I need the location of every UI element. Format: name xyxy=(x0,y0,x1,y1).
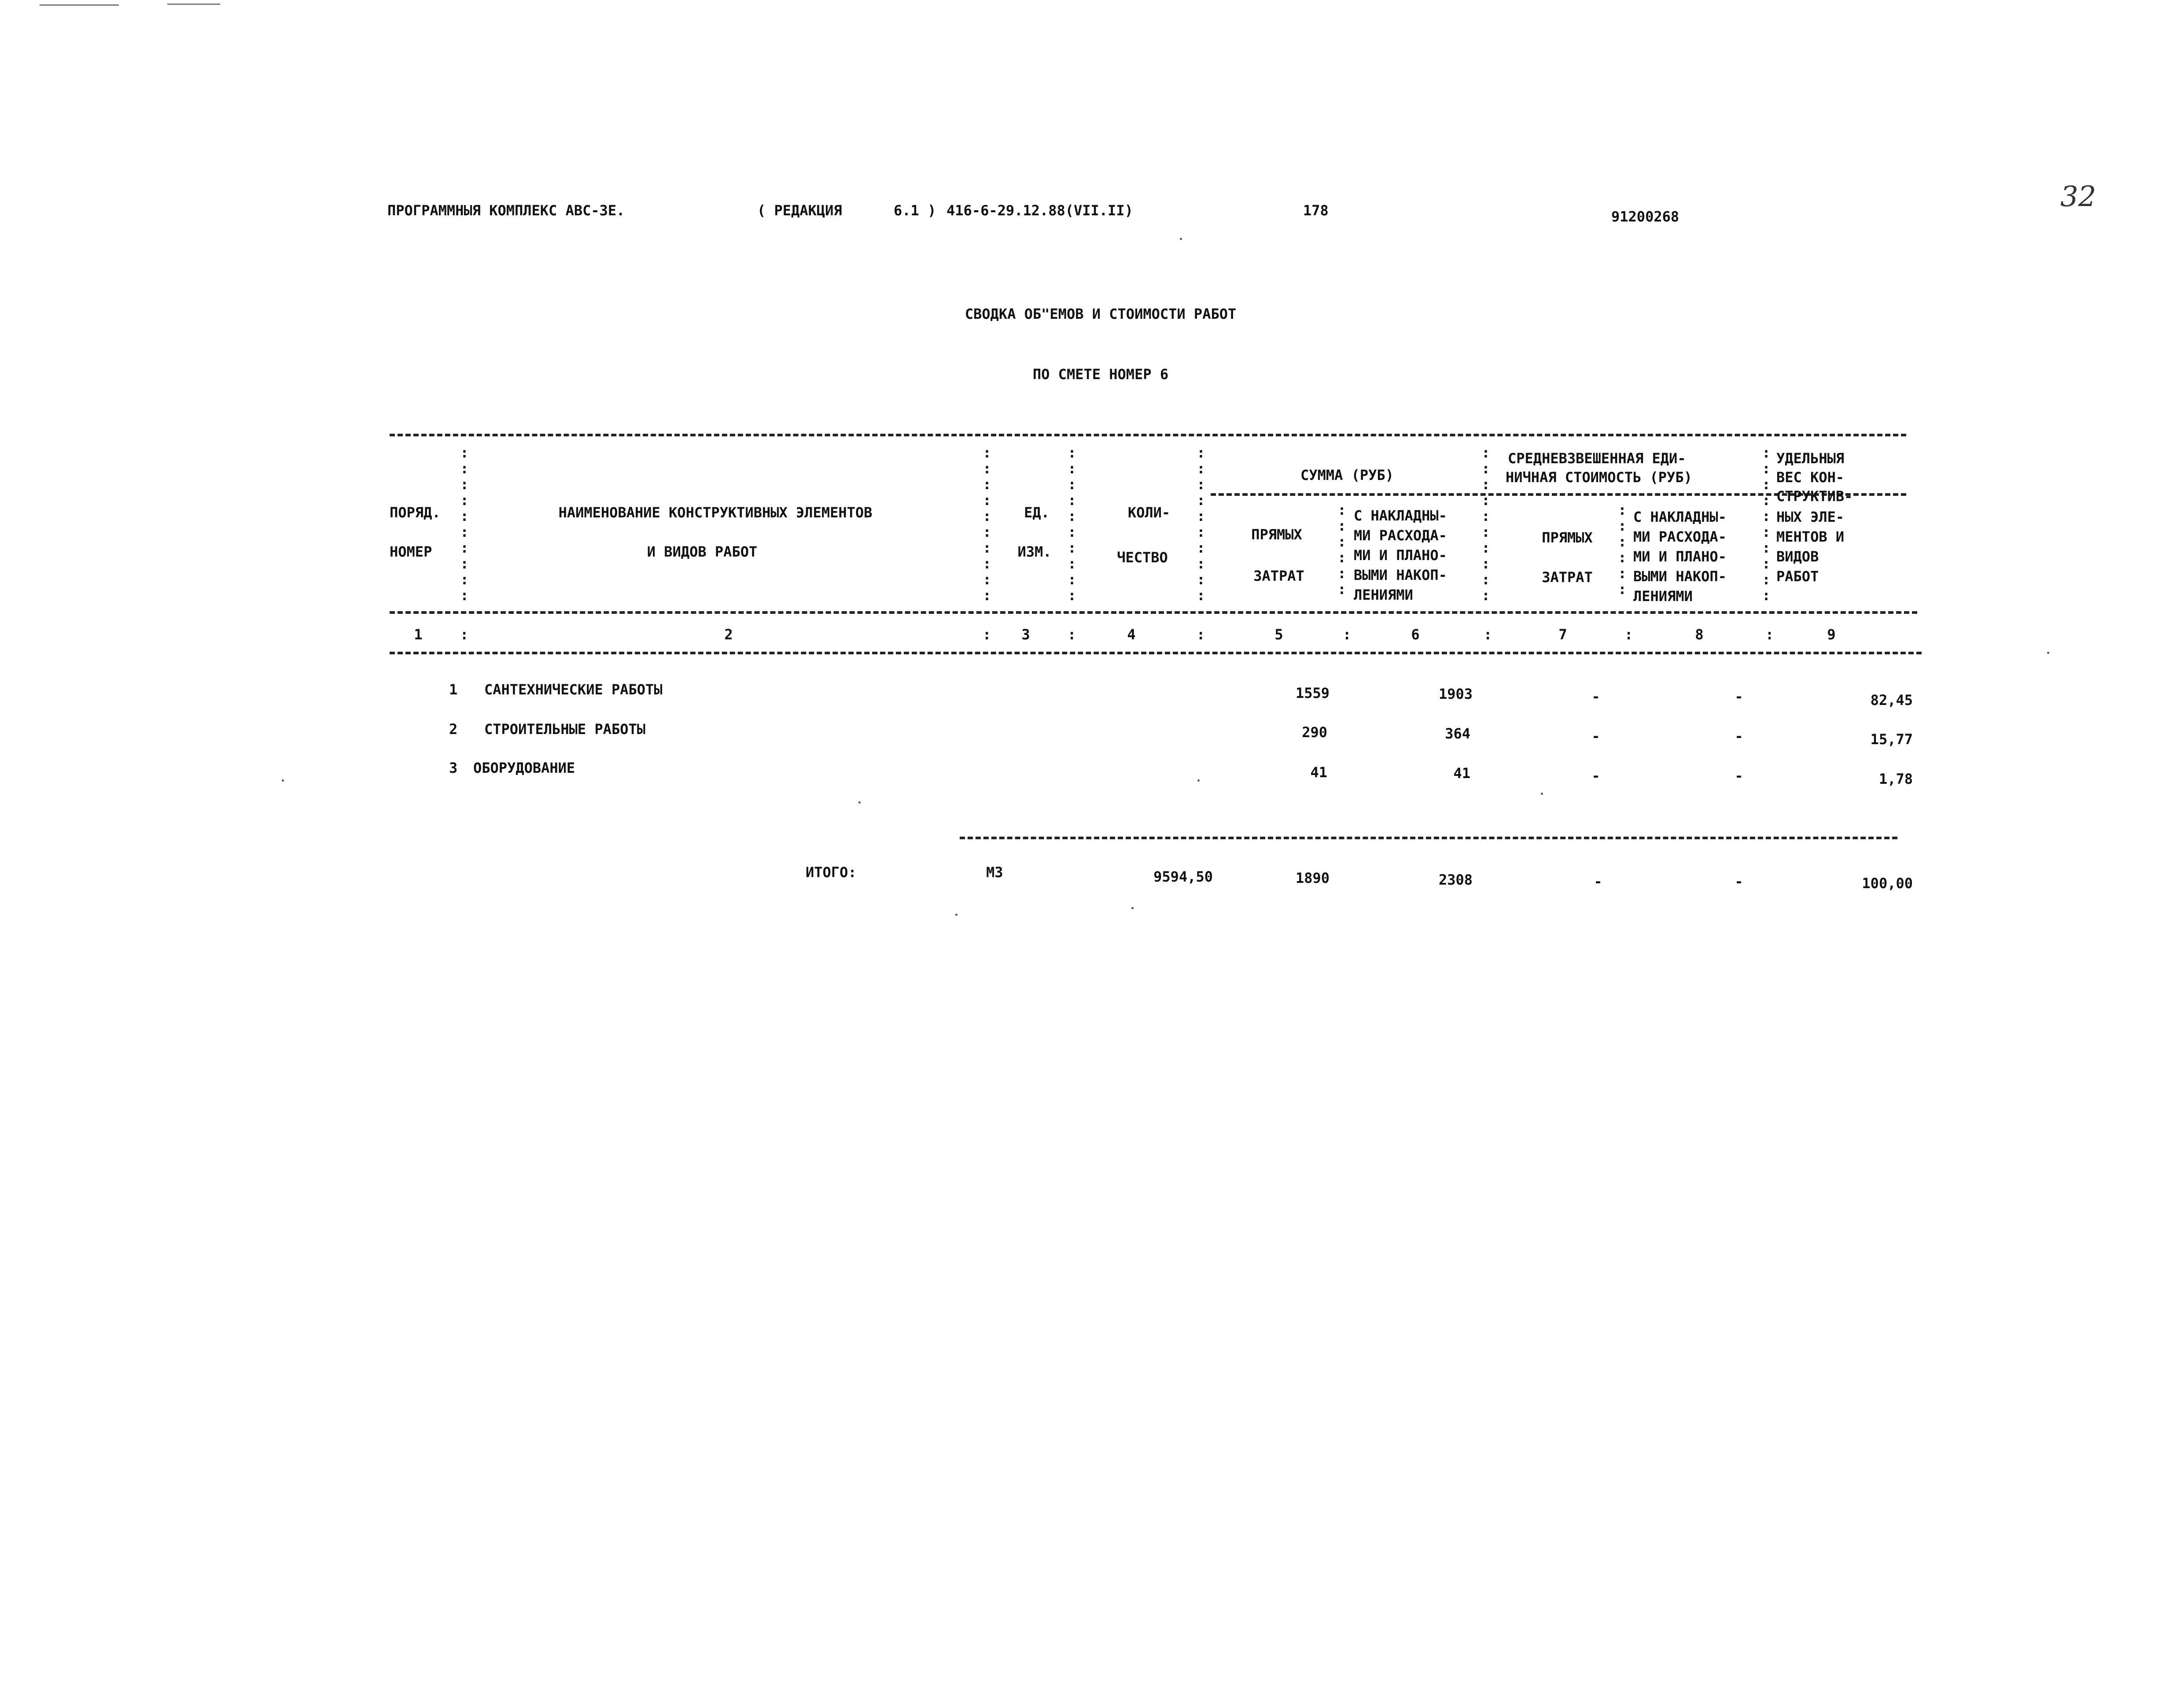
row-number: 2 xyxy=(449,721,458,738)
document-title: СВОДКА ОБ"ЕМОВ И СТОИМОСТИ РАБОТ xyxy=(965,306,1237,322)
header-quantity-line2: ЧЕСТВО xyxy=(1117,549,1168,566)
scan-speck xyxy=(1197,779,1200,782)
column-number-sep: : xyxy=(460,626,469,643)
column-number-6: 6 xyxy=(1411,626,1420,643)
colnum-bottom-rule xyxy=(390,652,1922,654)
header-overhead-line4: ВЫМИ НАКОП- xyxy=(1354,567,1447,583)
total-share: 100,00 xyxy=(1862,875,1913,892)
row-overhead-cost: 364 xyxy=(1445,725,1470,742)
column-separator: : : : : : : : : : : xyxy=(1762,444,1771,604)
header-direct-cost-line2: ЗАТРАТ xyxy=(1253,568,1304,584)
scan-speck xyxy=(282,779,284,782)
column-number-9: 9 xyxy=(1827,626,1836,643)
header-share-line1: УДЕЛЬНЫЯ xyxy=(1776,450,1845,467)
edition-code: 416-6-29.12.88(VII.II) xyxy=(947,202,1133,219)
header-order-number-line1: ПОРЯД. xyxy=(390,504,441,521)
column-number-4: 4 xyxy=(1127,626,1136,643)
document-code: 91200268 xyxy=(1611,208,1679,225)
row-avg-overhead: - xyxy=(1735,688,1743,705)
column-number-sep: : xyxy=(1197,626,1205,643)
column-number-sep: : xyxy=(1624,626,1633,643)
row-avg-direct: - xyxy=(1591,767,1600,784)
row-share: 1,78 xyxy=(1878,771,1913,787)
scan-speck xyxy=(1131,907,1134,909)
header-element-name-line2: И ВИДОВ РАБОТ xyxy=(647,543,758,560)
header-avg-group-line1: СРЕДНЕВЗВЕШЕННАЯ ЕДИ- xyxy=(1508,450,1686,467)
row-avg-direct: - xyxy=(1591,688,1600,705)
total-overhead-cost: 2308 xyxy=(1438,871,1473,888)
column-separator: : : : : : : : : : : xyxy=(460,444,469,604)
header-avg-overhead-line2: МИ РАСХОДА- xyxy=(1633,528,1727,545)
header-bottom-rule xyxy=(390,611,1917,614)
total-avg-direct: - xyxy=(1594,873,1602,890)
header-order-number-line2: НОМЕР xyxy=(390,543,432,560)
header-avg-overhead-line4: ВЫМИ НАКОП- xyxy=(1633,568,1727,585)
header-share-line5: МЕНТОВ И xyxy=(1776,528,1845,545)
row-avg-overhead: - xyxy=(1735,767,1743,784)
total-direct-cost: 1890 xyxy=(1295,870,1330,886)
column-separator: : : : : : : : : : : xyxy=(1068,444,1076,604)
header-avg-overhead-line1: С НАКЛАДНЫ- xyxy=(1633,509,1727,525)
header-avg-direct-line1: ПРЯМЫХ xyxy=(1542,529,1593,546)
row-name: ОБОРУДОВАНИЕ xyxy=(473,760,575,776)
column-number-sep: : xyxy=(1484,626,1492,643)
row-name: САНТЕХНИЧЕСКИЕ РАБОТЫ xyxy=(484,681,663,698)
row-overhead-cost: 1903 xyxy=(1438,686,1473,702)
edition-version: 6.1 ) xyxy=(894,202,936,219)
header-direct-cost-line1: ПРЯМЫХ xyxy=(1251,526,1302,543)
row-direct-cost: 290 xyxy=(1302,724,1327,741)
row-share: 15,77 xyxy=(1870,731,1913,748)
margin-scribble xyxy=(167,4,220,5)
total-label: ИТОГО: xyxy=(806,864,857,881)
header-avg-direct-line2: ЗАТРАТ xyxy=(1542,569,1593,586)
header-unit-line1: ЕД. xyxy=(1024,504,1050,521)
column-number-sep: : xyxy=(1765,626,1774,643)
row-number: 3 xyxy=(449,760,458,776)
row-avg-direct: - xyxy=(1591,728,1600,745)
header-avg-overhead-line5: ЛЕНИЯМИ xyxy=(1633,588,1693,605)
header-overhead-line2: МИ РАСХОДА- xyxy=(1354,527,1447,544)
table-top-rule xyxy=(390,434,1906,436)
header-share-line4: НЫХ ЭЛЕ- xyxy=(1776,509,1845,525)
column-number-1: 1 xyxy=(414,626,423,643)
sheet-number: 178 xyxy=(1303,202,1329,219)
header-quantity-line1: КОЛИ- xyxy=(1127,504,1171,521)
row-direct-cost: 41 xyxy=(1310,764,1327,781)
header-share-line2: ВЕС КОН- xyxy=(1776,469,1845,486)
column-separator: : : : : : : : : : : xyxy=(1481,444,1490,604)
header-share-line6: ВИДОВ xyxy=(1776,548,1819,565)
scan-speck xyxy=(2047,652,2049,654)
column-number-sep: : xyxy=(983,626,991,643)
total-quantity: 9594,50 xyxy=(1153,868,1213,885)
header-overhead-line1: С НАКЛАДНЫ- xyxy=(1354,507,1447,524)
row-overhead-cost: 41 xyxy=(1453,765,1470,782)
row-name: СТРОИТЕЛЬНЫЕ РАБОТЫ xyxy=(484,721,646,738)
column-separator: : : : : : : xyxy=(1618,502,1627,598)
column-number-7: 7 xyxy=(1558,626,1567,643)
header-sum-group: СУММА (РУБ) xyxy=(1300,467,1394,483)
column-number-5: 5 xyxy=(1274,626,1283,643)
scan-speck xyxy=(955,914,958,916)
document-subtitle: ПО СМЕТЕ НОМЕР 6 xyxy=(1032,366,1169,383)
margin-scribble xyxy=(40,4,119,6)
row-share: 82,45 xyxy=(1870,692,1913,708)
column-number-sep: : xyxy=(1068,626,1076,643)
edition-label: ( РЕДАКЦИЯ xyxy=(757,202,842,219)
header-unit-line2: ИЗМ. xyxy=(1017,543,1052,560)
program-name: ПРОГРАММНЫЯ КОМПЛЕКС АВС-3Е. xyxy=(387,202,625,219)
header-element-name-line1: НАИМЕНОВАНИЕ КОНСТРУКТИВНЫХ ЭЛЕМЕНТОВ xyxy=(558,504,873,521)
header-avg-overhead-line3: МИ И ПЛАНО- xyxy=(1633,548,1727,565)
scan-speck xyxy=(1541,793,1543,795)
header-share-line3: СТРУКТИВ- xyxy=(1776,488,1853,505)
scan-speck xyxy=(858,801,861,804)
column-number-8: 8 xyxy=(1695,626,1704,643)
page-number: 32 xyxy=(2060,181,2096,213)
total-rule xyxy=(960,837,1897,839)
column-number-sep: : xyxy=(1343,626,1352,643)
row-direct-cost: 1559 xyxy=(1295,685,1330,701)
scan-speck xyxy=(1180,238,1182,240)
total-avg-overhead: - xyxy=(1735,873,1743,890)
column-number-3: 3 xyxy=(1021,626,1030,643)
column-separator: : : : : : : : : : : xyxy=(983,444,991,604)
header-avg-group-line2: НИЧНАЯ СТОИМОСТЬ (РУБ) xyxy=(1506,469,1692,486)
row-number: 1 xyxy=(449,681,458,698)
header-overhead-line3: МИ И ПЛАНО- xyxy=(1354,547,1447,564)
row-avg-overhead: - xyxy=(1735,728,1743,745)
column-separator: : : : : : : xyxy=(1337,502,1346,598)
total-unit: М3 xyxy=(986,864,1003,881)
header-share-line7: РАБОТ xyxy=(1776,568,1819,585)
column-separator: : : : : : : : : : : xyxy=(1197,444,1205,604)
column-number-2: 2 xyxy=(724,626,733,643)
header-overhead-line5: ЛЕНИЯМИ xyxy=(1354,587,1413,603)
